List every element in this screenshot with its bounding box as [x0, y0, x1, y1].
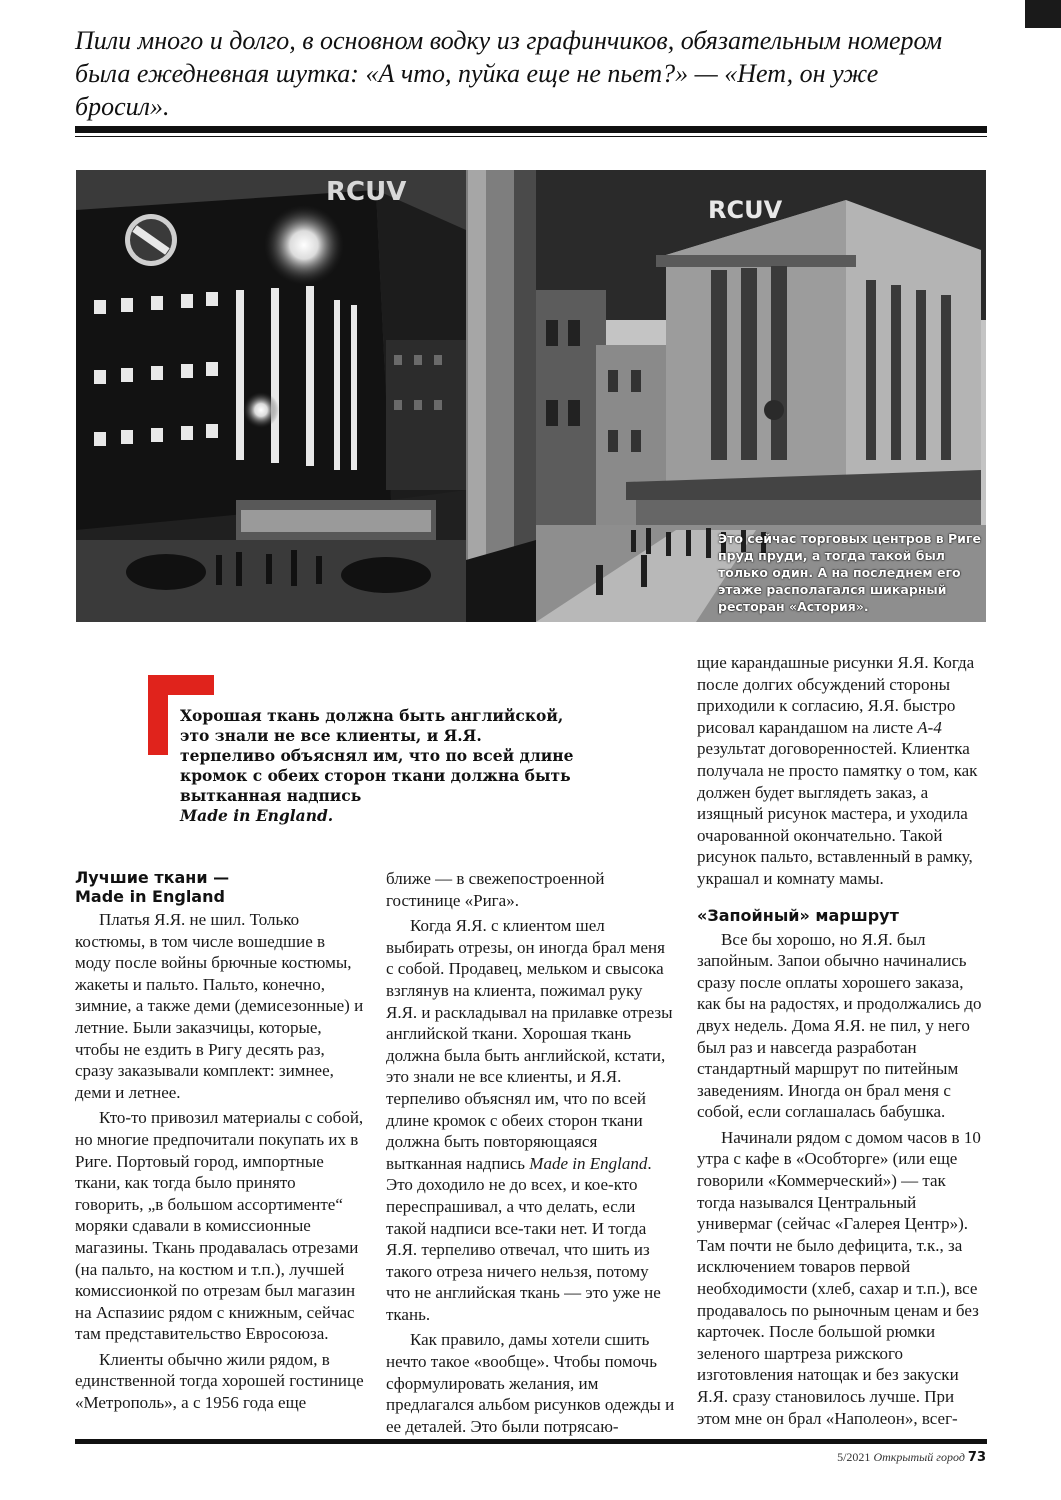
- rcuv-sign-right: RCUV: [708, 196, 783, 224]
- col3-p1-part-b: результат договоренностей. Клиентка получала не просто памятку о том, как должен будет выглядеть заказ, а изящный рисунок мастера, и уходила очарованной окончательно. Такой рисунок пальто, вставленный в рамку, украшал и комнату мамы.: [697, 739, 978, 888]
- page-footer: [837, 1450, 986, 1465]
- column-1: [75, 868, 365, 1414]
- pull-quote: [180, 706, 580, 826]
- top-rule-thin: [75, 136, 987, 137]
- col2-paragraph-3: Как правило, дамы хотели сшить нечто такое «вообще». Чтобы помочь сформулировать желания, им предлагался альбом рисунков одежды и ее деталей. Это были потрясаю-: [386, 1330, 675, 1436]
- footer-page-number: 73: [967, 1450, 986, 1465]
- col2-p2-italic: Made in England: [529, 1153, 648, 1173]
- col1-paragraph-2: Кто-то привозил материалы с собой, но многие предпочитали покупать их в Риге. Портовый город, импортные ткани, как тогда было принято говорить, „в большом ассортименте“ моряки сдавали в комиссионные магазины. Ткань продавалась отрезами (на пальто, на костюм и т.п.), лучшей комиссионкой по отрезам был магазин на Аспазиис рядом с книжным, сейчас там представительство Евросоюза.: [75, 1108, 364, 1344]
- photo-caption: Это сейчас торговых центров в Риге пруд пруди, а тогда такой был только один. А на последнем его этаже располагался шикарный ресторан «Астория».: [718, 531, 981, 614]
- col3-paragraph-3: Начинали рядом с домом часов в 10 утра с кафе в «Особторге» (или еще говорили «Коммерческий») — так тогда назывался Центральный универмаг (сейчас «Галерея Центр»). Там почти не было дефицита, т.к., за исключением товаров первой необходимости (хлеб, сахар и т.п.), все продавалось по рыночным ценам и без карточек. После большой рюмки зеленого шартреза рижского изготовления натощак и без закуски Я.Я. сразу становилось лучше. При этом мне он брал «Наполеон», всег-: [697, 1127, 981, 1428]
- page-edge-marker: [1025, 0, 1061, 28]
- intro-quote: Пили много и долго, в основном водку из графинчиков, обязательным номером была ежедневная шутка: «А что, пуйка еще не пьет?» — «Нет, он уже бросил».: [75, 26, 943, 121]
- col2-p2-part-a: Когда Я.Я. с клиентом шел выбирать отрезы, он иногда брал меня с собой. Продавец, мельком и свысока взглянув на клиента, пожимал руку Я.Я. и раскладывал на прилавке отрезы английской ткани. Хорошая ткань должна была быть английской, кстати, это знали не все клиенты, и Я.Я. терпеливо объяснял им, что по всей длине кромок с обеих сторон ткани должна быть повторяющаяся вытканная надпись: [386, 916, 673, 1173]
- col2-paragraph-2: [386, 915, 676, 1325]
- col3-p1-italic: А-4: [917, 717, 942, 737]
- col3-p1-part-a: щие карандашные рисунки Я.Я. Когда после долгих обсуждений стороны приходили к согласию, Я.Я. быстро рисовал карандашом на листе: [697, 653, 975, 737]
- section-heading-route: «Запойный» маршрут: [697, 905, 899, 925]
- col1-paragraph-1: Платья Я.Я. не шил. Только костюмы, в том числе вошедшие в моду после войны брючные костюмы, жакеты и пальто. Пальто, конечно, зимние, а также деми (демисезонные) и летние. Были заказчицы, которые, чтобы не ездить в Ригу десять раз, сразу заказывали комплект: зимнее, деми и летнее.: [75, 910, 364, 1102]
- top-rule: [75, 126, 987, 133]
- footer-magazine: Открытый город: [873, 1450, 965, 1464]
- column-3: [697, 652, 987, 1429]
- col3-paragraph-1: [697, 652, 987, 890]
- col1-paragraph-3: Клиенты обычно жили рядом, в единственной тогда хорошей гостинице «Метрополь», а с 1956 года еще: [75, 1349, 364, 1413]
- col2-p2-part-b: . Это доходило не до всех, и кое-кто переспрашивал, а что делать, если такой надписи все-таки нет. И тогда Я.Я. терпеливо отвечал, что шить из такого отреза ничего нельзя, потому что не английская ткань — это уже не ткань.: [386, 1153, 661, 1324]
- photo-night-store: [76, 170, 536, 622]
- rcuv-sign-left: RCUV: [326, 177, 407, 207]
- pull-quote-text: Хорошая ткань должна быть английской, это знали не все клиенты, и Я.Я. терпеливо объяснял им, что по всей длине кромок с обеих сторон ткани должна быть вытканная надпись: [180, 706, 574, 805]
- bottom-rule: [75, 1439, 987, 1444]
- col2-paragraph-1: ближе — в свежепостроенной гостинице «Рига».: [386, 869, 605, 910]
- pull-quote-italic: Made in England.: [180, 806, 334, 825]
- section-heading-fabrics: Лучшие ткани — Made in England: [75, 868, 230, 906]
- footer-issue: 5/2021: [837, 1450, 871, 1464]
- col3-paragraph-2: Все бы хорошо, но Я.Я. был запойным. Запои обычно начинались сразу после оплаты хорошего заказа, как бы на радостях, и продолжались до двух недель. Дома Я.Я. не пил, у него был раз и навсегда разработан стандартный маршрут по питейным заведениям. Иногда он брал меня с собой, если соглашалась бабушка.: [697, 929, 982, 1122]
- column-2: [386, 868, 676, 1437]
